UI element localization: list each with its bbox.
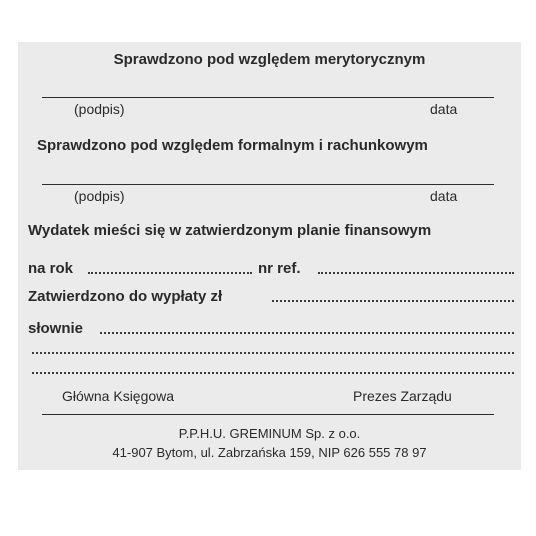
signature-label-substantive: (podpis) (74, 101, 125, 117)
year-label: na rok (28, 260, 74, 277)
approval-stamp (18, 42, 521, 470)
in-words-dotted-line-2 (32, 352, 514, 354)
signature-label-formal: (podpis) (74, 188, 125, 204)
year-dotted-line (88, 272, 252, 274)
ref-label: nr ref. (258, 260, 301, 277)
heading-substantive-check: Sprawdzono pod względem merytorycznym (113, 51, 426, 68)
date-label-substantive: data (430, 101, 458, 117)
amount-dotted-line (272, 300, 514, 302)
in-words-dotted-line-1 (100, 332, 514, 334)
signature-line-substantive (42, 97, 494, 98)
approved-amount-label: Zatwierdzono do wypłaty zł (28, 288, 223, 305)
chief-accountant-label: Główna Księgowa (62, 388, 175, 404)
signature-line-formal (42, 184, 494, 185)
date-label-formal: data (430, 188, 458, 204)
ref-dotted-line (318, 272, 514, 274)
company-name: P.P.H.U. GREMINUM Sp. z o.o. (178, 426, 361, 441)
signatures-line (42, 414, 494, 415)
ceo-label: Prezes Zarządu (353, 388, 452, 404)
in-words-dotted-line-3 (32, 372, 514, 374)
company-address: 41-907 Bytom, ul. Zabrzańska 159, NIP 626 555 78 97 (112, 445, 427, 460)
budget-plan-statement: Wydatek mieści się w zatwierdzonym planie finansowym (28, 222, 432, 239)
in-words-label: słownie (28, 320, 84, 337)
heading-formal-check: Sprawdzono pod względem formalnym i rachunkowym (37, 137, 428, 154)
